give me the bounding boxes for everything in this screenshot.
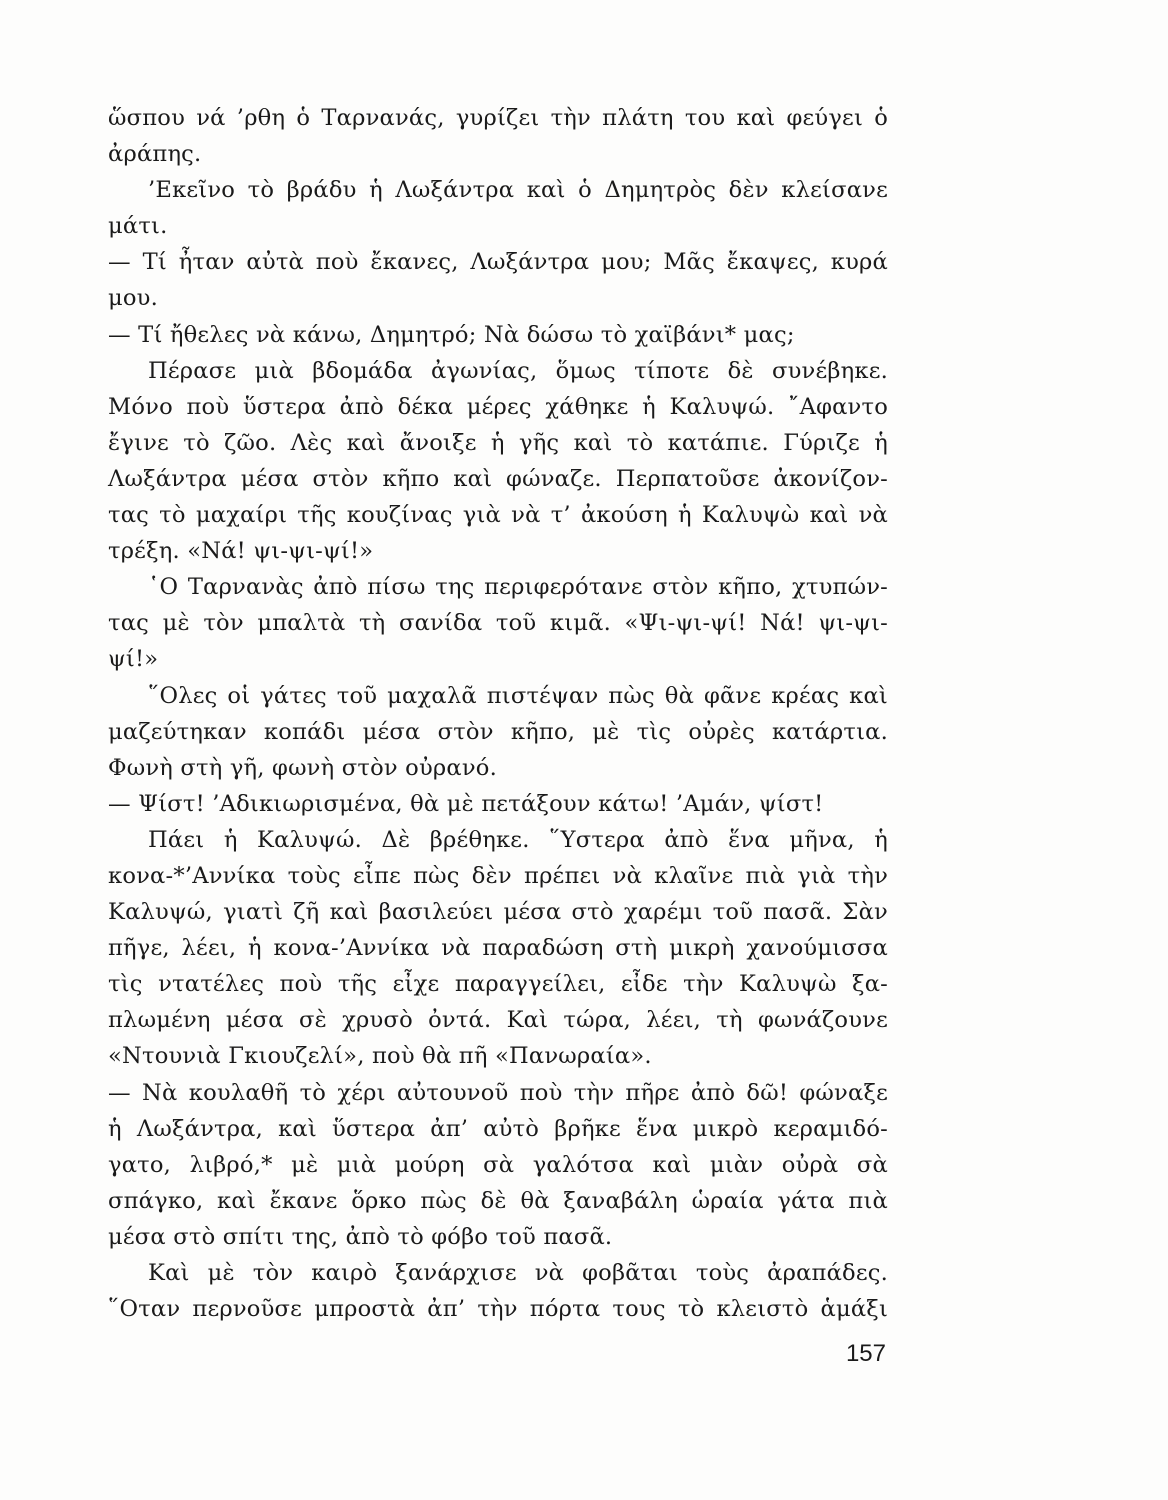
text-line: τας τὸ μαχαίρι τῆς κουζίνας γιὰ νὰ τ’ ἀκούση ἡ Καλυψὼ καὶ νὰ xyxy=(108,502,888,529)
text-line: τας μὲ τὸν μπαλτὰ τὴ σανίδα τοῦ κιμᾶ. «Ψι-ψι-ψί! Νά! ψι-ψι- xyxy=(108,610,888,637)
text-line: γατο, λιβρό,* μὲ μιὰ μούρη σὰ γαλότσα καὶ μιὰν οὐρὰ σὰ xyxy=(108,1151,888,1178)
text-line: Πέρασε μιὰ βδομάδα ἀγωνίας, ὅμως τίποτε δὲ συνέβηκε. xyxy=(148,357,888,384)
text-line: σπάγκο, καὶ ἔκανε ὅρκο πὼς δὲ θὰ ξαναβάλη ὡραία γάτα πιὰ xyxy=(108,1187,888,1214)
text-line: — Νὰ κουλαθῆ τὸ χέρι αὐτουνοῦ ποὺ τὴν πῆρε ἀπὸ δῶ! φώναξε xyxy=(108,1079,888,1106)
text-line: ῾Ο Ταρνανὰς ἀπὸ πίσω της περιφερότανε στὸν κῆπο, χτυπών- xyxy=(148,574,888,601)
text-line: ἡ Λωξάντρα, καὶ ὕστερα ἀπ’ αὐτὸ βρῆκε ἕνα μικρὸ κεραμιδό- xyxy=(108,1115,888,1142)
body-text xyxy=(108,100,888,1327)
text-line: Καλυψώ, γιατὶ ζῆ καὶ βασιλεύει μέσα στὸ χαρέμι τοῦ πασᾶ. Σὰν xyxy=(108,899,888,926)
text-line: πλωμένη μέσα σὲ χρυσὸ ὀντά. Καὶ τώρα, λέει, τὴ φωνάζουνε xyxy=(108,1007,888,1034)
text-line: ψί!» xyxy=(108,646,159,673)
text-line: κονα-*’Αννίκα τοὺς εἶπε πὼς δὲν πρέπει νὰ κλαῖνε πιὰ γιὰ τὴν xyxy=(108,862,888,889)
text-line: τρέξη. «Νά! ψι-ψι-ψί!» xyxy=(108,538,374,565)
text-line: — Τί ἤθελες νὰ κάνω, Δημητρό; Νὰ δώσω τὸ χαϊβάνι* μας; xyxy=(108,321,795,348)
text-line: μέσα στὸ σπίτι της, ἀπὸ τὸ φόβο τοῦ πασᾶ. xyxy=(108,1223,613,1250)
text-line: — Ψίστ! ’Αδικιωρισμένα, θὰ μὲ πετάξουν κάτω! ’Αμάν, ψίστ! xyxy=(108,790,824,817)
text-line: «Ντουνιὰ Γκιουζελί», ποὺ θὰ πῆ «Πανωραία». xyxy=(108,1043,652,1070)
text-line: ῞Ολες οἱ γάτες τοῦ μαχαλᾶ πιστέψαν πὼς θὰ φᾶνε κρέας καὶ xyxy=(148,682,888,709)
text-line: ἀράπης. xyxy=(108,141,202,168)
text-line: τὶς ντατέλες ποὺ τῆς εἶχε παραγγείλει, εἶδε τὴν Καλυψὼ ξα- xyxy=(108,971,888,998)
page-number: 157 xyxy=(845,1340,886,1367)
text-line: ῞Οταν περνοῦσε μπροστὰ ἀπ’ τὴν πόρτα τους τὸ κλειστὸ ἁμάξι xyxy=(108,1296,888,1323)
text-line: Καὶ μὲ τὸν καιρὸ ξανάρχισε νὰ φοβᾶται τοὺς ἀραπάδες. xyxy=(148,1260,888,1286)
text-line: μαζεύτηκαν κοπάδι μέσα στὸν κῆπο, μὲ τὶς οὐρὲς κατάρτια. xyxy=(108,718,888,745)
text-line: Πάει ἡ Καλυψώ. Δὲ βρέθηκε. ῞Υστερα ἀπὸ ἕνα μῆνα, ἡ xyxy=(148,826,888,853)
text-line: ’Εκεῖνο τὸ βράδυ ἡ Λωξάντρα καὶ ὁ Δημητρὸς δὲν κλείσανε xyxy=(148,177,888,204)
text-line: — Τί ἦταν αὐτὰ ποὺ ἔκανες, Λωξάντρα μου; Μᾶς ἔκαψες, κυρά xyxy=(108,249,888,276)
text-line: ὥσπου νά ’ρθη ὁ Ταρνανάς, γυρίζει τὴν πλάτη του καὶ φεύγει ὁ xyxy=(108,105,888,131)
text-line: μάτι. xyxy=(108,213,168,240)
text-line: πῆγε, λέει, ἡ κονα-’Αννίκα νὰ παραδώση στὴ μικρὴ χανούμισσα xyxy=(108,935,888,962)
text-line: μου. xyxy=(108,285,159,312)
text-line: Λωξάντρα μέσα στὸν κῆπο καὶ φώναζε. Περπατοῦσε ἀκονίζον- xyxy=(108,465,888,492)
text-line: ἔγινε τὸ ζῶο. Λὲς καὶ ἄνοιξε ἡ γῆς καὶ τὸ κατάπιε. Γύριζε ἡ xyxy=(108,429,888,456)
text-line: Μόνο ποὺ ὕστερα ἀπὸ δέκα μέρες χάθηκε ἡ Καλυψώ. ῎Αφαντο xyxy=(108,393,888,420)
text-line: Φωνὴ στὴ γῆ, φωνὴ στὸν οὐρανό. xyxy=(108,754,497,781)
